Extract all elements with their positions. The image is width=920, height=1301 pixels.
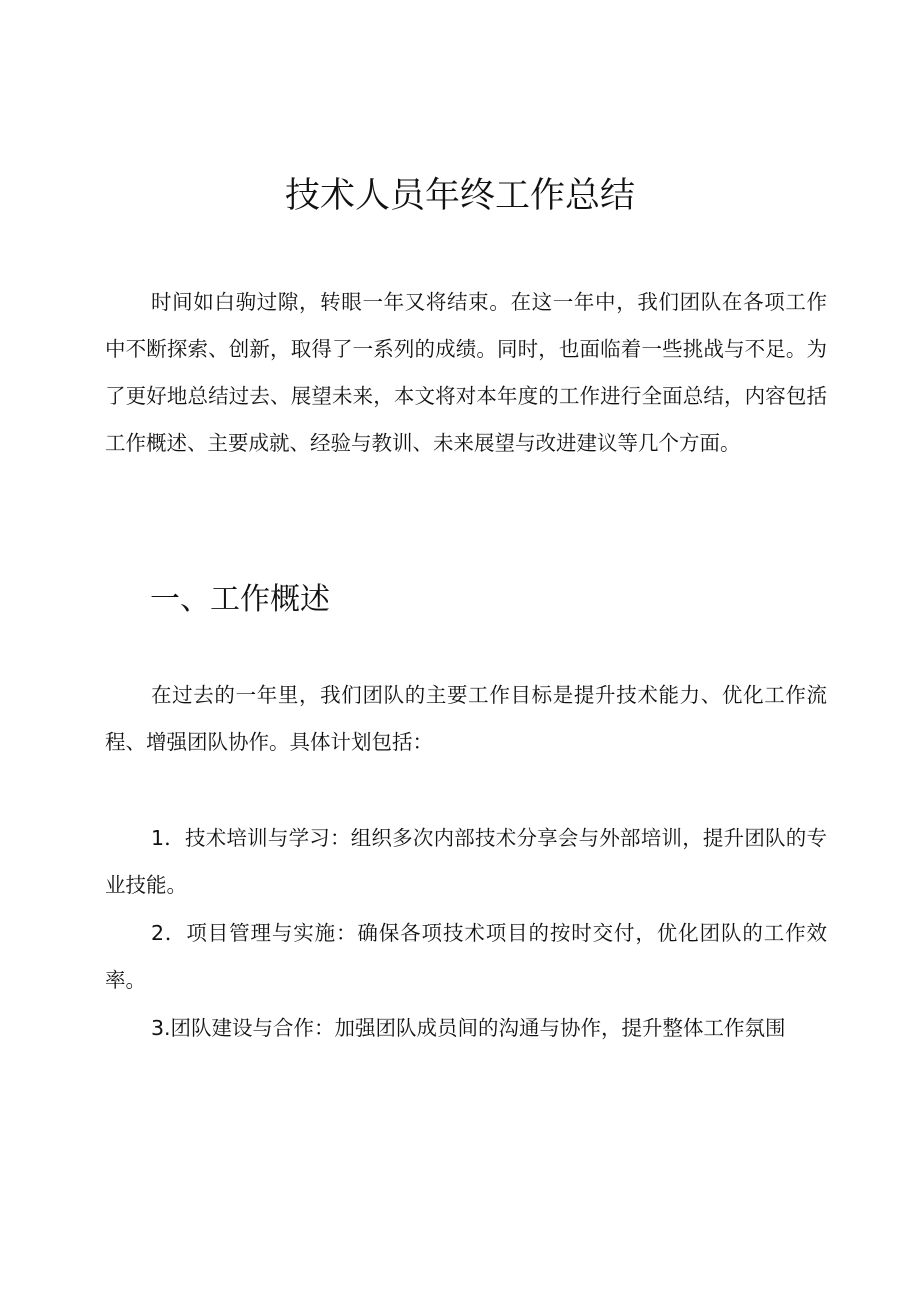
list-item: 3.团队建设与合作：加强团队成员间的沟通与协作，提升整体工作氛围 <box>151 1016 786 1040</box>
document-title: 技术人员年终工作总结 <box>284 176 635 216</box>
list-item: 1．技术培训与学习：组织多次内部技术分享会与外部培训，提升团队的专业技能。 <box>105 826 827 897</box>
overview-paragraph: 在过去的一年里，我们团队的主要工作目标是提升技术能力、优化工作流程、增强团队协作。具体计划包括： <box>105 683 827 754</box>
section-heading-overview: 一、工作概述 <box>150 582 330 617</box>
intro-paragraph: 时间如白驹过隙，转眼一年又将结束。在这一年中，我们团队在各项工作中不断探索、创新，取得了一系列的成绩。同时，也面临着一些挑战与不足。为了更好地总结过去、展望未来，本文将对本年度的工作进行全面总结，内容包括工作概述、主要成就、经验与教训、未来展望与改进建议等几个方面。 <box>105 290 827 455</box>
list-item: 2．项目管理与实施：确保各项技术项目的按时交付，优化团队的工作效率。 <box>105 921 827 992</box>
